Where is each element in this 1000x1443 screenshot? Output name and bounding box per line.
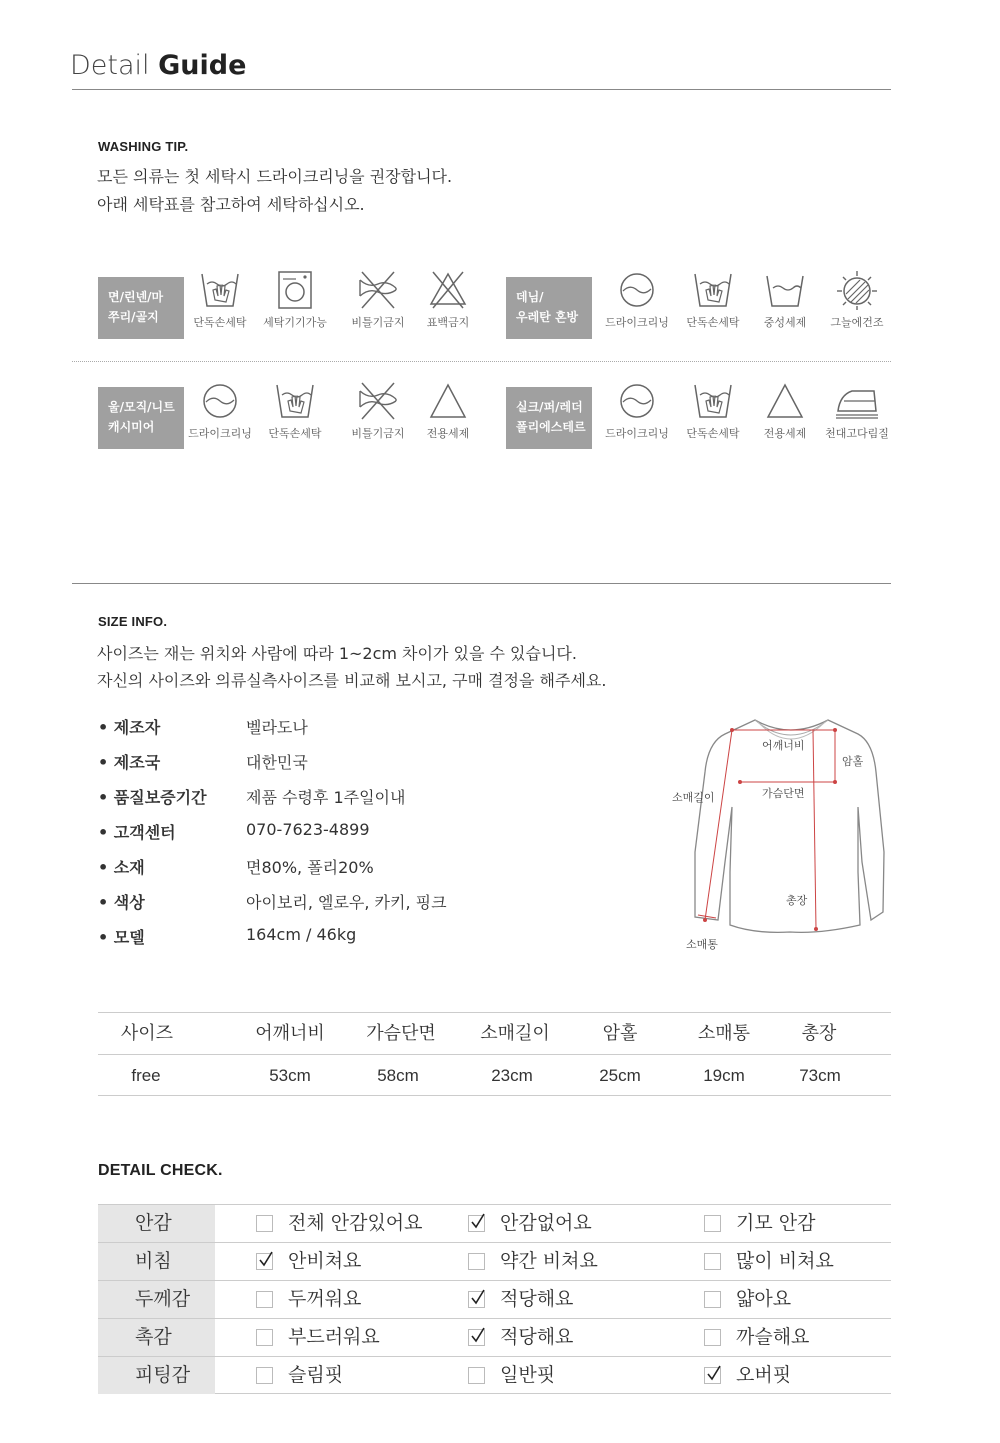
size-info-heading: SIZE INFO. bbox=[98, 614, 168, 629]
size-cell-sleeve: 23cm bbox=[491, 1066, 533, 1085]
dry-clean-icon bbox=[597, 270, 677, 310]
care-item bbox=[338, 270, 418, 330]
diagram-label-armhole: 암홀 bbox=[842, 755, 864, 768]
size-cell-armhole: 25cm bbox=[599, 1066, 641, 1085]
detail-check-option: 약간 비쳐요 bbox=[500, 1250, 598, 1272]
detail-check-option: 적당해요 bbox=[500, 1326, 574, 1348]
care-item bbox=[597, 270, 677, 330]
care-label: 그늘에건조 bbox=[830, 316, 884, 329]
care-item bbox=[817, 381, 897, 441]
size-cell-size: free bbox=[131, 1066, 161, 1085]
care-divider bbox=[72, 361, 891, 362]
detail-check-label: 비침 bbox=[98, 1243, 215, 1280]
checkbox[interactable] bbox=[704, 1215, 721, 1232]
section-divider bbox=[72, 583, 891, 584]
size-cell-length: 73cm bbox=[799, 1066, 841, 1085]
detail-check-option: 부드러워요 bbox=[288, 1326, 380, 1348]
care-item bbox=[673, 381, 753, 441]
size-info-line-2: 자신의 사이즈와 의류실측사이즈를 비교해 보시고, 구매 결정을 해주세요. bbox=[97, 671, 607, 690]
care-label: 천대고다림질 bbox=[825, 427, 889, 440]
care-category-label: 실크/퍼/레더 bbox=[516, 400, 583, 414]
spec-key: • 제조국 bbox=[98, 753, 161, 772]
page-title bbox=[70, 50, 246, 81]
care-item bbox=[255, 381, 335, 441]
care-label: 단독손세탁 bbox=[193, 316, 247, 329]
checkbox[interactable] bbox=[704, 1329, 721, 1346]
checkbox[interactable] bbox=[256, 1215, 273, 1232]
care-category-2 bbox=[506, 277, 592, 339]
care-item bbox=[255, 270, 335, 330]
size-info-line-1: 사이즈는 재는 위치와 사람에 따라 1~2cm 차이가 있을 수 있습니다. bbox=[97, 644, 577, 663]
detail-check-label: 촉감 bbox=[98, 1319, 215, 1356]
care-label: 세탁기기가능 bbox=[263, 316, 327, 329]
diagram-label-shoulder: 어깨너비 bbox=[762, 739, 805, 752]
detail-check-row bbox=[98, 1204, 891, 1242]
spec-value: 164cm / 46kg bbox=[246, 925, 357, 944]
neutral-detergent-icon bbox=[745, 270, 825, 310]
care-category-1 bbox=[98, 277, 184, 339]
detail-check-option: 두꺼워요 bbox=[288, 1288, 362, 1310]
care-category-label: 면/린넨/마 bbox=[108, 290, 164, 304]
checkbox[interactable] bbox=[256, 1329, 273, 1346]
care-label: 중성세제 bbox=[763, 316, 807, 329]
care-label: 단독손세탁 bbox=[686, 316, 740, 329]
detail-check-option: 안감없어요 bbox=[500, 1212, 592, 1234]
washing-line-2: 아래 세탁표를 참고하여 세탁하십시오. bbox=[97, 195, 365, 214]
detail-check-heading: DETAIL CHECK. bbox=[98, 1162, 223, 1179]
spec-key: • 색상 bbox=[98, 893, 145, 912]
dry-clean-icon bbox=[180, 381, 260, 421]
spec-key: • 고객센터 bbox=[98, 823, 176, 842]
spec-value: 벨라도나 bbox=[246, 718, 308, 737]
detail-check-label: 안감 bbox=[98, 1205, 215, 1242]
size-header-chest: 가슴단면 bbox=[366, 1023, 436, 1044]
checkbox-checked[interactable] bbox=[468, 1329, 485, 1346]
detail-check-label: 피팅감 bbox=[98, 1357, 215, 1394]
header-divider bbox=[72, 89, 891, 90]
care-label: 드라이크리닝 bbox=[188, 427, 252, 440]
special-detergent-icon bbox=[745, 381, 825, 421]
care-label: 전용세제 bbox=[763, 427, 807, 440]
size-table-header bbox=[98, 1012, 891, 1054]
shade-dry-icon bbox=[817, 270, 897, 310]
care-item bbox=[817, 270, 897, 330]
checkbox-checked[interactable] bbox=[704, 1367, 721, 1384]
spec-value: 면80%, 폴리20% bbox=[246, 858, 374, 877]
care-category-label: 우레탄 혼방 bbox=[516, 310, 579, 324]
care-item bbox=[673, 270, 753, 330]
washing-machine-icon bbox=[255, 270, 335, 310]
detail-check-option: 적당해요 bbox=[500, 1288, 574, 1310]
spec-key: • 모델 bbox=[98, 928, 145, 947]
detail-check-row bbox=[98, 1280, 891, 1318]
detail-check-option: 안비쳐요 bbox=[288, 1250, 362, 1272]
spec-key: • 품질보증기간 bbox=[98, 788, 207, 807]
cloth-iron-icon bbox=[817, 381, 897, 421]
care-label: 표백금지 bbox=[426, 316, 470, 329]
size-cell-chest: 58cm bbox=[377, 1066, 419, 1085]
care-item bbox=[180, 270, 260, 330]
diagram-label-length: 총장 bbox=[786, 894, 808, 907]
care-item bbox=[338, 381, 418, 441]
size-header-armhole: 암홀 bbox=[602, 1023, 638, 1044]
checkbox[interactable] bbox=[468, 1253, 485, 1270]
hand-wash-icon bbox=[255, 381, 335, 421]
washing-line-1: 모든 의류는 첫 세탁시 드라이크리닝을 권장합니다. bbox=[97, 167, 453, 186]
size-header-length: 총장 bbox=[801, 1023, 837, 1044]
spec-value: 제품 수령후 1주일이내 bbox=[246, 788, 406, 807]
spec-value: 대한민국 bbox=[246, 753, 308, 772]
detail-check-row bbox=[98, 1242, 891, 1280]
no-wring-icon bbox=[338, 381, 418, 421]
diagram-label-sleeve: 소매길이 bbox=[672, 791, 715, 804]
special-detergent-icon bbox=[408, 381, 488, 421]
care-item bbox=[745, 270, 825, 330]
detail-check-option: 오버핏 bbox=[736, 1364, 792, 1386]
detail-check-option: 전체 안감있어요 bbox=[288, 1212, 423, 1234]
checkbox[interactable] bbox=[256, 1367, 273, 1384]
detail-check-option: 많이 비쳐요 bbox=[736, 1250, 834, 1272]
detail-check-row bbox=[98, 1356, 891, 1394]
spec-value: 아이보리, 엘로우, 카키, 핑크 bbox=[246, 893, 447, 912]
title-light: Detail bbox=[70, 50, 150, 81]
size-header-sleeve: 소매길이 bbox=[480, 1023, 550, 1044]
diagram-label-cuff: 소매통 bbox=[686, 938, 718, 951]
spec-value: 070-7623-4899 bbox=[246, 820, 370, 839]
spec-key: • 제조자 bbox=[98, 718, 161, 737]
checkbox-checked[interactable] bbox=[468, 1291, 485, 1308]
detail-check-row bbox=[98, 1318, 891, 1356]
dry-clean-icon bbox=[597, 381, 677, 421]
care-label: 드라이크리닝 bbox=[605, 316, 669, 329]
size-header-size: 사이즈 bbox=[120, 1023, 174, 1044]
detail-check-option: 슬림핏 bbox=[288, 1364, 344, 1386]
care-item bbox=[180, 381, 260, 441]
detail-check-label: 두께감 bbox=[98, 1281, 215, 1318]
detail-check-option: 얇아요 bbox=[736, 1288, 792, 1310]
checkbox-checked[interactable] bbox=[468, 1215, 485, 1232]
no-bleach-icon bbox=[408, 270, 488, 310]
no-wring-icon bbox=[338, 270, 418, 310]
care-label: 단독손세탁 bbox=[686, 427, 740, 440]
care-category-label: 데님/ bbox=[516, 290, 544, 304]
hand-wash-icon bbox=[673, 270, 753, 310]
hand-wash-icon bbox=[180, 270, 260, 310]
checkbox-checked[interactable] bbox=[256, 1253, 273, 1270]
care-category-label: 쭈리/골지 bbox=[108, 310, 159, 324]
detail-check-table bbox=[98, 1204, 891, 1394]
checkbox[interactable] bbox=[468, 1367, 485, 1384]
checkbox[interactable] bbox=[704, 1291, 721, 1308]
care-category-4 bbox=[506, 387, 592, 449]
washing-heading: WASHING TIP. bbox=[98, 139, 189, 154]
care-item bbox=[597, 381, 677, 441]
size-table bbox=[98, 1012, 891, 1096]
care-item bbox=[408, 270, 488, 330]
detail-check-option: 까슬해요 bbox=[736, 1326, 810, 1348]
title-bold: Guide bbox=[158, 50, 247, 81]
care-label: 비틀기금지 bbox=[351, 316, 405, 329]
hand-wash-icon bbox=[673, 381, 753, 421]
care-item bbox=[745, 381, 825, 441]
care-label: 단독손세탁 bbox=[268, 427, 322, 440]
care-category-label: 울/모직/니트 bbox=[108, 400, 175, 414]
detail-check-option: 기모 안감 bbox=[736, 1212, 816, 1234]
care-label: 비틀기금지 bbox=[351, 427, 405, 440]
care-item bbox=[408, 381, 488, 441]
size-header-shoulder: 어깨너비 bbox=[255, 1023, 325, 1044]
spec-key: • 소재 bbox=[98, 858, 145, 877]
size-table-row bbox=[98, 1054, 891, 1096]
care-category-3 bbox=[98, 387, 184, 449]
checkbox[interactable] bbox=[704, 1253, 721, 1270]
care-category-label: 캐시미어 bbox=[108, 420, 155, 434]
size-cell-cuff: 19cm bbox=[703, 1066, 745, 1085]
care-label: 전용세제 bbox=[426, 427, 470, 440]
care-label: 드라이크리닝 bbox=[605, 427, 669, 440]
size-header-cuff: 소매통 bbox=[697, 1023, 751, 1044]
detail-check-option: 일반핏 bbox=[500, 1364, 556, 1386]
diagram-label-chest: 가슴단면 bbox=[762, 787, 805, 800]
size-cell-shoulder: 53cm bbox=[269, 1066, 311, 1085]
checkbox[interactable] bbox=[256, 1291, 273, 1308]
care-category-label: 폴리에스테르 bbox=[516, 420, 586, 434]
